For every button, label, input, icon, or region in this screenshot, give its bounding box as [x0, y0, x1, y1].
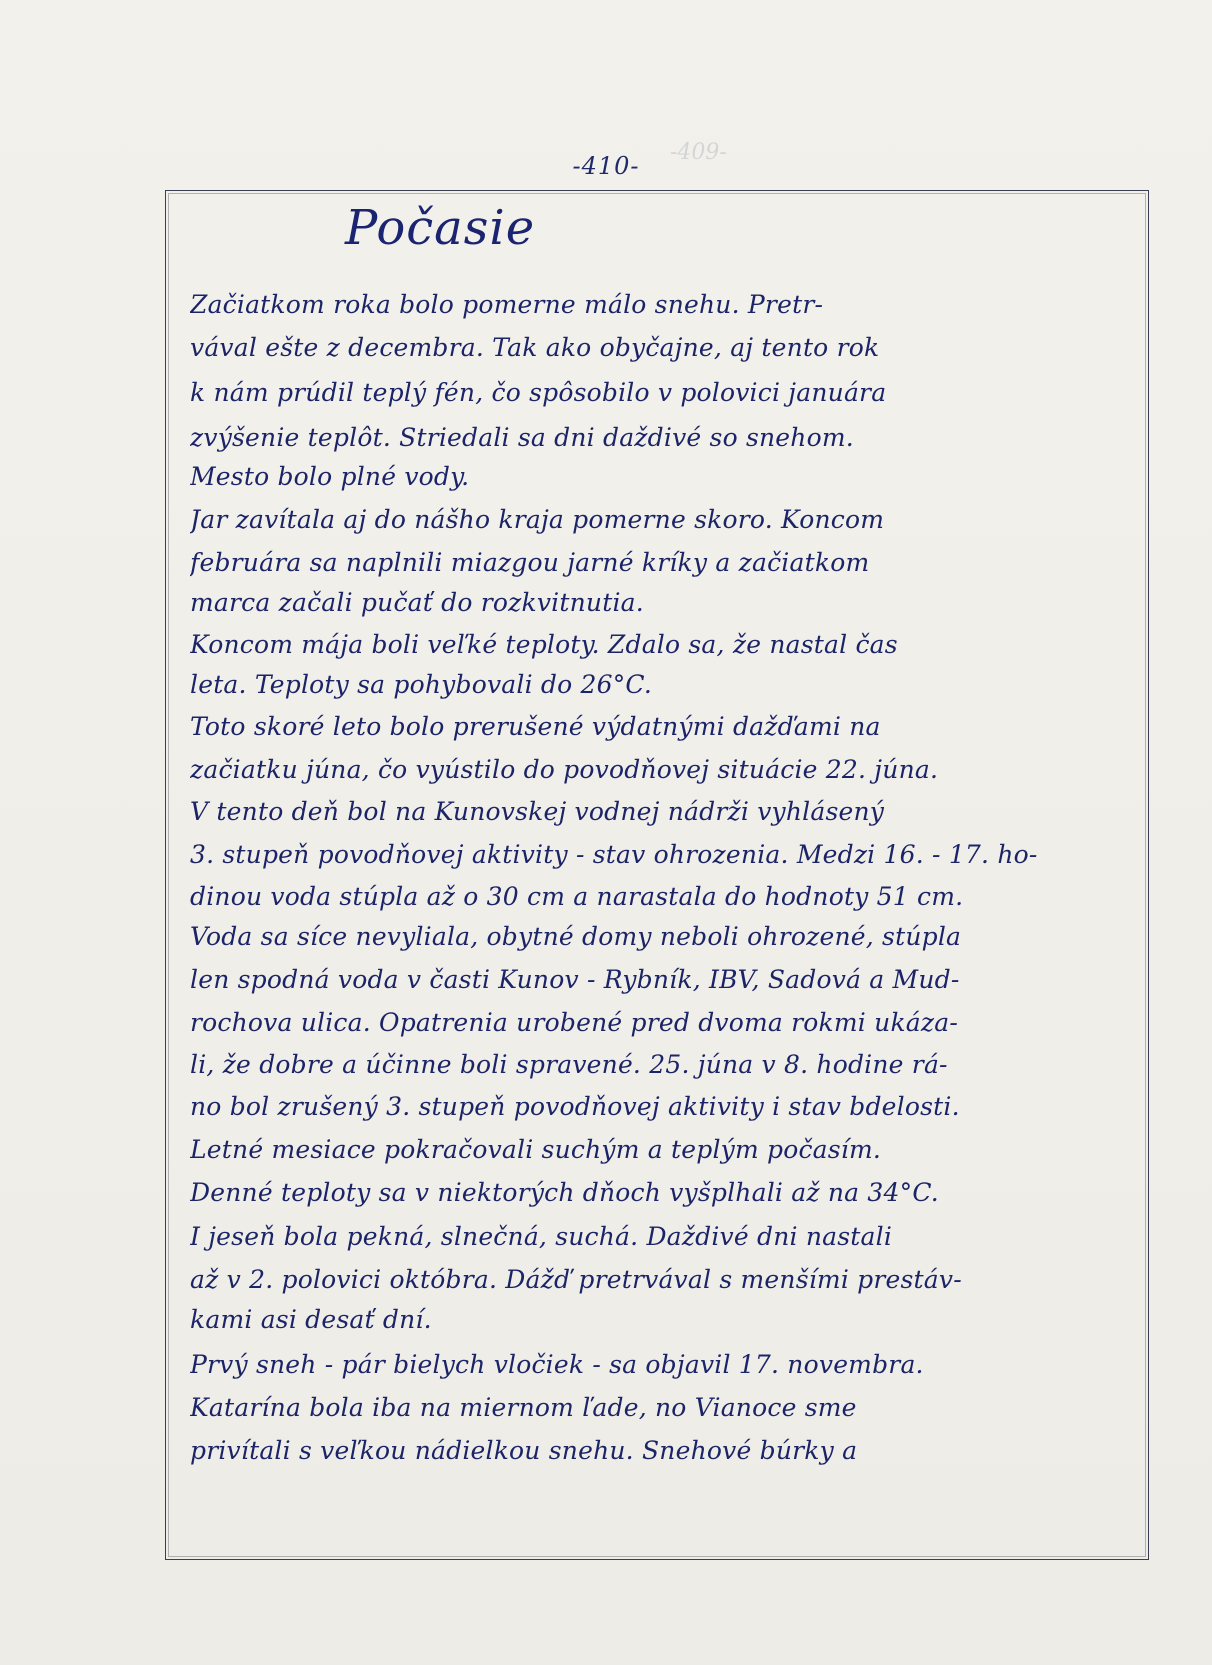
text-line: až v 2. polovici októbra. Dážď pretrvával s menšími prestáv- — [190, 1265, 962, 1294]
text-line: Toto skoré leto bolo prerušené výdatnými dažďami na — [190, 712, 881, 741]
text-line: marca začali pučať do rozkvitnutia. — [190, 588, 644, 617]
text-line: kami asi desať dní. — [190, 1305, 432, 1334]
text-line: len spodná voda v časti Kunov - Rybník, IBV, Sadová a Mud- — [190, 965, 960, 994]
text-line: Katarína bola iba na miernom ľade, no Vianoce sme — [190, 1393, 857, 1422]
text-line: Jar zavítala aj do nášho kraja pomerne skoro. Koncom — [190, 505, 885, 534]
text-line: Začiatkom roka bolo pomerne málo snehu. Pretr- — [190, 290, 824, 319]
text-line: zvýšenie teplôt. Striedali sa dni daždivé so snehom. — [190, 423, 854, 452]
text-line: februára sa naplnili miazgou jarné kríky a začiatkom — [190, 548, 870, 577]
ghost-page-number: -409- — [670, 140, 727, 165]
text-line: Voda sa síce nevyliala, obytné domy neboli ohrozené, stúpla — [190, 922, 962, 951]
page-number: -410- — [572, 152, 640, 180]
text-line: 3. stupeň povodňovej aktivity - stav ohrozenia. Medzi 16. - 17. ho- — [190, 840, 1038, 869]
text-line: Letné mesiace pokračovali suchým a teplým počasím. — [190, 1135, 882, 1164]
text-line: li, že dobre a účinne boli spravené. 25. júna v 8. hodine rá- — [190, 1050, 948, 1079]
text-line: leta. Teploty sa pohybovali do 26°C. — [190, 670, 653, 699]
text-line: Koncom mája boli veľké teploty. Zdalo sa, že nastal čas — [190, 630, 898, 659]
page-title: Počasie — [345, 200, 536, 256]
text-line: vával ešte z decembra. Tak ako obyčajne, aj tento rok — [190, 333, 880, 362]
text-line: k nám prúdil teplý fén, čo spôsobilo v polovici januára — [190, 378, 887, 407]
text-line: privítali s veľkou nádielkou snehu. Snehové búrky a — [190, 1436, 858, 1465]
text-line: dinou voda stúpla až o 30 cm a narastala do hodnoty 51 cm. — [190, 882, 964, 911]
text-line: Denné teploty sa v niektorých dňoch vyšplhali až na 34°C. — [190, 1178, 939, 1207]
text-line: Prvý sneh - pár bielych vločiek - sa objavil 17. novembra. — [190, 1350, 924, 1379]
text-line: V tento deň bol na Kunovskej vodnej nádrži vyhlásený — [190, 797, 885, 826]
text-line: no bol zrušený 3. stupeň povodňovej aktivity i stav bdelosti. — [190, 1092, 960, 1121]
text-line: začiatku júna, čo vyústilo do povodňovej situácie 22. júna. — [190, 755, 939, 784]
text-line: I jeseň bola pekná, slnečná, suchá. Daždivé dni nastali — [190, 1222, 893, 1251]
text-line: Mesto bolo plné vody. — [190, 462, 470, 491]
text-line: rochova ulica. Opatrenia urobené pred dvoma rokmi ukáza- — [190, 1008, 959, 1037]
